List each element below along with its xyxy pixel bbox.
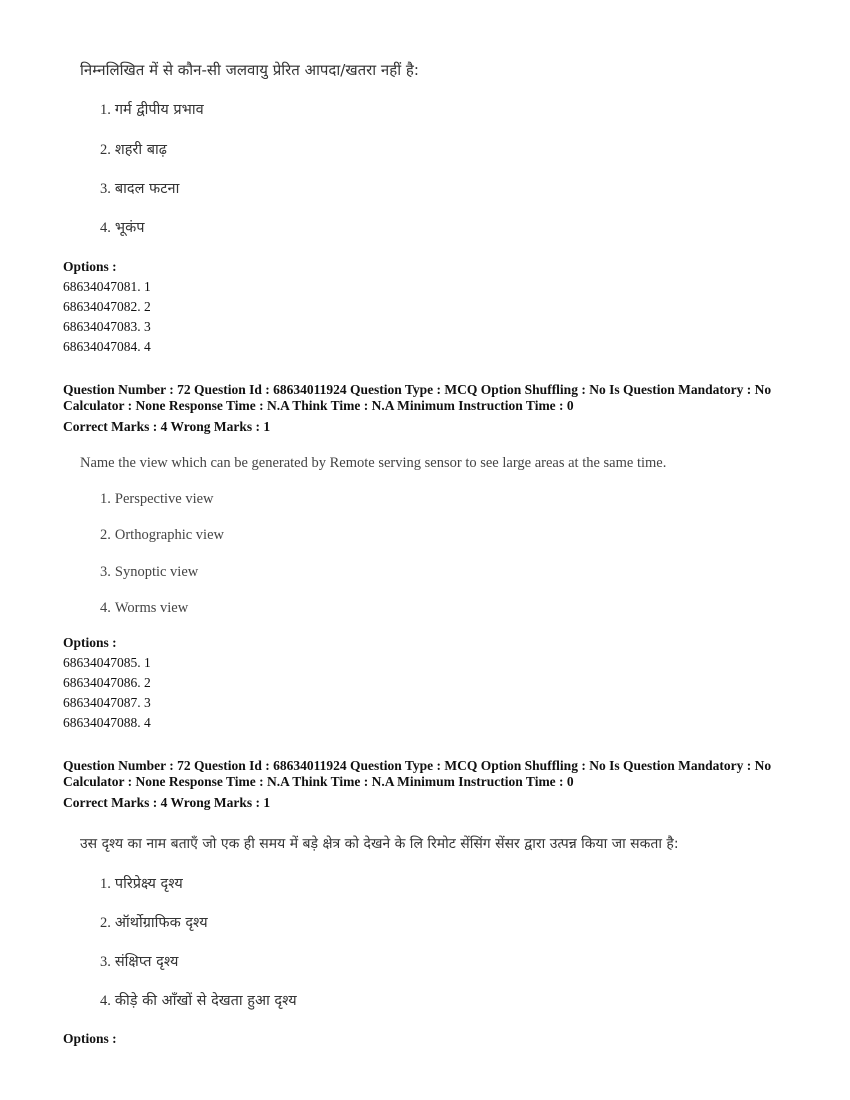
question-meta: Question Number : 72 Question Id : 68634011924 Question Type : MCQ Option Shuffling : No Is Question Mandatory : No Calculator : None Response Time : N.A Think Time : N.A Minimum Instruction Time : 0 <box>63 758 772 789</box>
question-2-choice-1 <box>100 491 214 508</box>
question-1-choice-2 <box>100 139 167 159</box>
options-heading: Options : <box>63 259 117 274</box>
choice-label: शहरी बाढ़ <box>114 142 167 158</box>
option-id-row: 68634047083. 3 <box>63 319 151 334</box>
choice-label: कीड़े की आँखों से देखता हुआ दृश्य <box>114 993 297 1009</box>
choice-label: Perspective view <box>114 491 214 507</box>
question-1-choice-3 <box>100 178 179 198</box>
question-2-text: Name the view which can be generated by Remote serving sensor to see large areas at the same time. <box>80 455 667 471</box>
choice-number: 1. <box>100 491 111 507</box>
option-id-row: 68634047085. 1 <box>63 655 151 670</box>
choice-label: Worms view <box>114 600 189 616</box>
choice-label: Orthographic view <box>114 527 224 543</box>
question-3-choice-4 <box>100 990 297 1010</box>
choice-number: 3. <box>100 181 111 197</box>
choice-label: संक्षिप्त दृश्य <box>114 954 179 970</box>
question-1-choice-4 <box>100 217 144 237</box>
choice-number: 1. <box>100 876 111 892</box>
choice-number: 2. <box>100 915 111 931</box>
question-1-choice-1 <box>100 99 204 119</box>
choice-label: परिप्रेक्ष्य दृश्य <box>114 876 183 892</box>
question-marks: Correct Marks : 4 Wrong Marks : 1 <box>63 419 271 434</box>
option-id-row: 68634047082. 2 <box>63 299 151 314</box>
question-3-choice-3 <box>100 951 178 971</box>
question-3-text: उस दृश्य का नाम बताएँ जो एक ही समय में बड़े क्षेत्र को देखने के लि रिमोट सेंसिंग सेंसर द्वारा उत्पन्न किया जा सकता है: <box>80 836 679 852</box>
choice-number: 3. <box>100 954 111 970</box>
choice-label: Synoptic view <box>114 564 199 580</box>
choice-label: ऑर्थोग्राफिक दृश्य <box>114 915 208 931</box>
question-meta: Question Number : 72 Question Id : 68634011924 Question Type : MCQ Option Shuffling : No Is Question Mandatory : No Calculator : None Response Time : N.A Think Time : N.A Minimum Instruction Time : 0 <box>63 382 772 413</box>
choice-label: गर्म द्वीपीय प्रभाव <box>114 102 204 118</box>
question-2-choice-2 <box>100 527 224 544</box>
choice-label: बादल फटना <box>114 181 180 197</box>
option-id-row: 68634047088. 4 <box>63 715 151 730</box>
option-id-row: 68634047087. 3 <box>63 695 151 710</box>
choice-label: भूकंप <box>114 220 145 236</box>
options-heading: Options : <box>63 635 117 650</box>
option-id-row: 68634047086. 2 <box>63 675 151 690</box>
choice-number: 2. <box>100 142 111 158</box>
question-marks: Correct Marks : 4 Wrong Marks : 1 <box>63 795 271 810</box>
choice-number: 4. <box>100 600 111 616</box>
option-id-row: 68634047084. 4 <box>63 339 151 354</box>
choice-number: 4. <box>100 993 111 1009</box>
choice-number: 4. <box>100 220 111 236</box>
question-2-choice-3 <box>100 564 198 581</box>
question-3-choice-2 <box>100 912 208 932</box>
question-1-text: निम्नलिखित में से कौन-सी जलवायु प्रेरित आपदा/खतरा नहीं है: <box>80 61 419 79</box>
choice-number: 3. <box>100 564 111 580</box>
option-id-row: 68634047081. 1 <box>63 279 151 294</box>
question-3-choice-1 <box>100 873 183 893</box>
question-2-choice-4 <box>100 600 188 617</box>
choice-number: 1. <box>100 102 111 118</box>
options-heading: Options : <box>63 1031 117 1046</box>
choice-number: 2. <box>100 527 111 543</box>
